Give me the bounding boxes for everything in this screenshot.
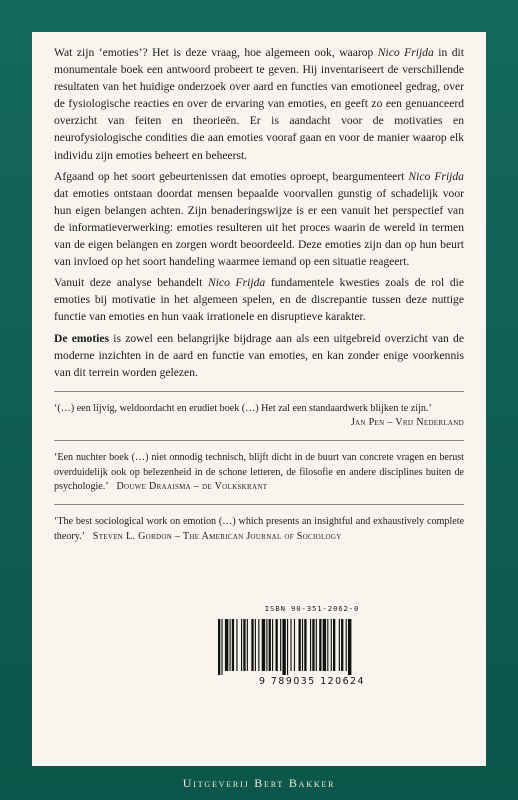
text-run: in dit monumentale boek een antwoord probeert te geven. Hij inventariseert de verschillende resultaten van het huidige onderzoek over aard en functies van emotioneel gedrag, over de fysiologische reacties en over de ervaring van emoties, en geeft zo een genuanceerd overzicht van feiten en theorieën. Er is aandacht voor de motivaties en neurofysiologische condities die aan emoties vooraf gaan en voor de manier waarop elk individu zijn emoties beheert en beheerst. [54,46,464,162]
barcode-bar [225,619,228,671]
barcode-bar [346,619,347,671]
barcode-bar [266,619,267,671]
barcode-bar [221,619,222,675]
barcode-bar [241,619,242,671]
quote-text: ‘Een nuchter boek (…) niet onnodig technisch, blijft dicht in de buurt van concrete vragen en berust overduidelijk ook op belezenheid in de schone letteren, de filosofie en andere disciplines buiten de psychologie.’ [54,452,464,492]
barcode-bar [333,619,335,671]
book-title: De emoties [54,331,110,345]
text-run: Afgaand op het soort gebeurtenissen dat emoties oproept, beargumenteert [54,169,409,183]
barcode-bar [331,619,332,671]
divider [54,504,464,505]
quote-source: Steven L. Gordon – The American Journal of Sociology [92,530,342,542]
isbn-label: ISBN 90-351-2062-0 [264,604,360,613]
barcode-bar [269,619,271,671]
barcode-bar [302,619,303,671]
text-run: fundamentele kwesties zoals de rol die emoties bij motivatie in het algemeen spelen, en de discrepantie tussen deze nuttige functie van emoties en hun vaak irrationele en disruptieve karakter. [54,276,465,324]
blurb [54,44,464,381]
barcode-bar [310,619,311,671]
barcode-bar [272,619,273,671]
barcode-bar [348,619,351,675]
barcode-bar [327,619,328,671]
barcode-number: 9 789035 120624 [258,676,365,687]
quote-text: ‘(…) een lijvig, weldoordacht en erudiet boek (…) Het zal een standaardwerk blijken te zijn.’ [54,402,432,414]
blurb-paragraph-1 [54,44,464,164]
quote-source: Jan Pen – Vrij Nederland [350,417,464,429]
barcode-bar [339,619,340,671]
barcode-bar [251,619,253,671]
barcode-bar [262,619,265,671]
barcode-bar [236,619,237,671]
text-run: is zowel een belangrijke bijdrage aan als een uitgebreid overzicht van de moderne inzichten in de aard en functie van emoties, en kan zonder enige voorkennis van dit terrein worden gelezen. [54,331,464,379]
barcode-block [212,604,412,687]
barcode-bar [230,619,231,671]
barcode-bar [323,619,326,671]
barcode-bar [312,619,314,671]
barcode-bar [316,619,317,671]
text-run: Vanuit deze analyse behandelt [54,276,208,290]
blurb-paragraph-3 [54,274,464,325]
quote-source: Douwe Draaisma – de Volkskrant [116,480,268,492]
author-name: Nico Frijda [377,46,434,59]
barcode-bar [232,619,234,671]
review-quote-3 [54,515,464,544]
divider [54,391,464,392]
barcode-bar [299,619,301,671]
barcode-bar [255,619,256,671]
text-run: dat emoties ontstaan doordat mensen bepaalde voorvallen gunstig of schadelijk voor hun eigen belangen achten. Zijn benaderingswijze is er een vanuit het perspectief van de informatieverwerking: emoties resulteren uit het proces waarin de wereld in termen van de eigen belangen en zorgen wordt beoordeeld. Deze emoties zijn dan op hun beurt van invloed op het soort handeling waarmee iemand op een situatie reageert. [54,186,464,269]
barcode-bar [290,619,291,671]
barcode-bar [319,619,321,671]
blurb-paragraph-4 [54,330,464,381]
barcode-icon [212,619,412,675]
publisher-name: Uitgeverij Bert Bakker [182,776,336,790]
barcode-bar [258,619,259,671]
blurb-paragraph-2 [54,168,464,271]
barcode-bar [282,619,285,675]
barcode-bar [218,619,220,675]
author-name: Nico Frijda [208,276,266,290]
barcode-bar [341,619,343,671]
barcode-bar [280,619,281,671]
barcode-bar [247,619,248,671]
text-run: Wat zijn ‘emoties’? Het is deze vraag, hoe algemeen ook, waarop [54,46,378,59]
barcode-bar [276,619,278,671]
divider [54,440,464,441]
author-name: Nico Frijda [408,169,464,183]
quote-text: ‘The best sociological work on emotion (…) which presents an insightful and exhaustively complete theory.’ [54,516,464,542]
barcode-bar [304,619,306,671]
barcode-bar [294,619,295,671]
review-quote-2 [54,451,464,494]
barcode-bar [287,619,288,675]
barcode-bar [243,619,245,671]
review-quote-1 [54,402,464,431]
